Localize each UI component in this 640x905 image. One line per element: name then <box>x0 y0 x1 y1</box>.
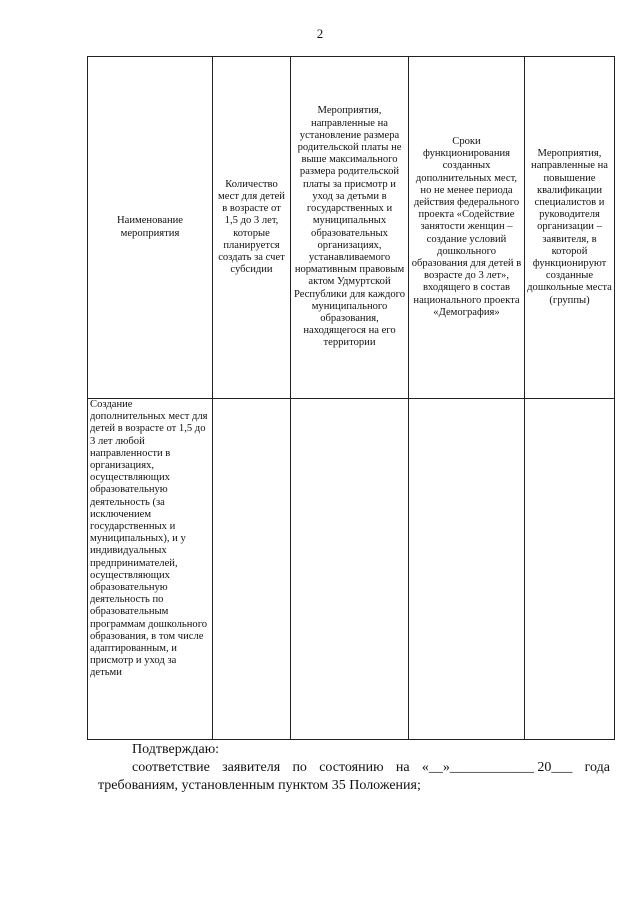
confirmation-block <box>98 741 610 795</box>
header-event-name: Наименование мероприятия <box>88 57 213 399</box>
header-places-count: Количество мест для детей в возрасте от 1,5 до 3 лет, которые планируется создать за счет субсидии <box>213 57 291 399</box>
confirmation-line-1 <box>98 759 610 777</box>
confirmation-line-2: требованиям, установленным пунктом 35 Положения; <box>98 778 421 793</box>
confirmation-word: года <box>584 760 610 775</box>
cell-parent-fee-measures <box>291 399 409 740</box>
header-operation-terms: Сроки функционирования созданных дополнительных мест, но не менее периода действия федерального проекта «Содействие занятости женщин – создание условий дошкольного образования для детей в возрасте до 3 лет», входящего в состав национального проекта «Демография» <box>409 57 525 399</box>
cell-qualification-measures <box>525 399 615 740</box>
confirmation-word: на <box>395 760 410 775</box>
confirmation-word: заявителя <box>222 760 281 775</box>
confirmation-word: по <box>292 760 307 775</box>
events-table <box>87 56 615 740</box>
page-number: 2 <box>316 26 324 41</box>
cell-event-name: Создание дополнительных мест для детей в возрасте от 1,5 до 3 лет любой направленности в организациях, осуществляющих образовательную деятельность (за исключением государственных и муниципальных), и у индивидуальных предпринимателей, осуществляющих образовательную деятельность по образовательным программам дошкольного образования, в том числе адаптированным, и присмотр и уход за детьми <box>88 399 213 740</box>
table-header-row <box>88 57 615 399</box>
confirmation-word: состоянию <box>319 760 384 775</box>
confirmation-title: Подтверждаю: <box>132 742 220 757</box>
header-qualification-measures: Мероприятия, направленные на повышение квалификации специалистов и руководителя организации – заявителя, в которой функционируют созданные дошкольные места (группы) <box>525 57 615 399</box>
cell-operation-terms <box>409 399 525 740</box>
date-blank: «__»____________ 20___ <box>421 760 573 775</box>
confirmation-word: соответствие <box>132 760 210 775</box>
header-parent-fee-measures: Мероприятия, направленные на установление размера родительской платы не выше максимального размера родительской платы за присмотр и уход за детьми в государственных и муниципальных образовательных организациях, устанавливаемого нормативным правовым актом Удмуртской Республики для каждого муниципального образования, находящегося на его территории <box>291 57 409 399</box>
cell-places-count <box>213 399 291 740</box>
table-row <box>88 399 615 740</box>
